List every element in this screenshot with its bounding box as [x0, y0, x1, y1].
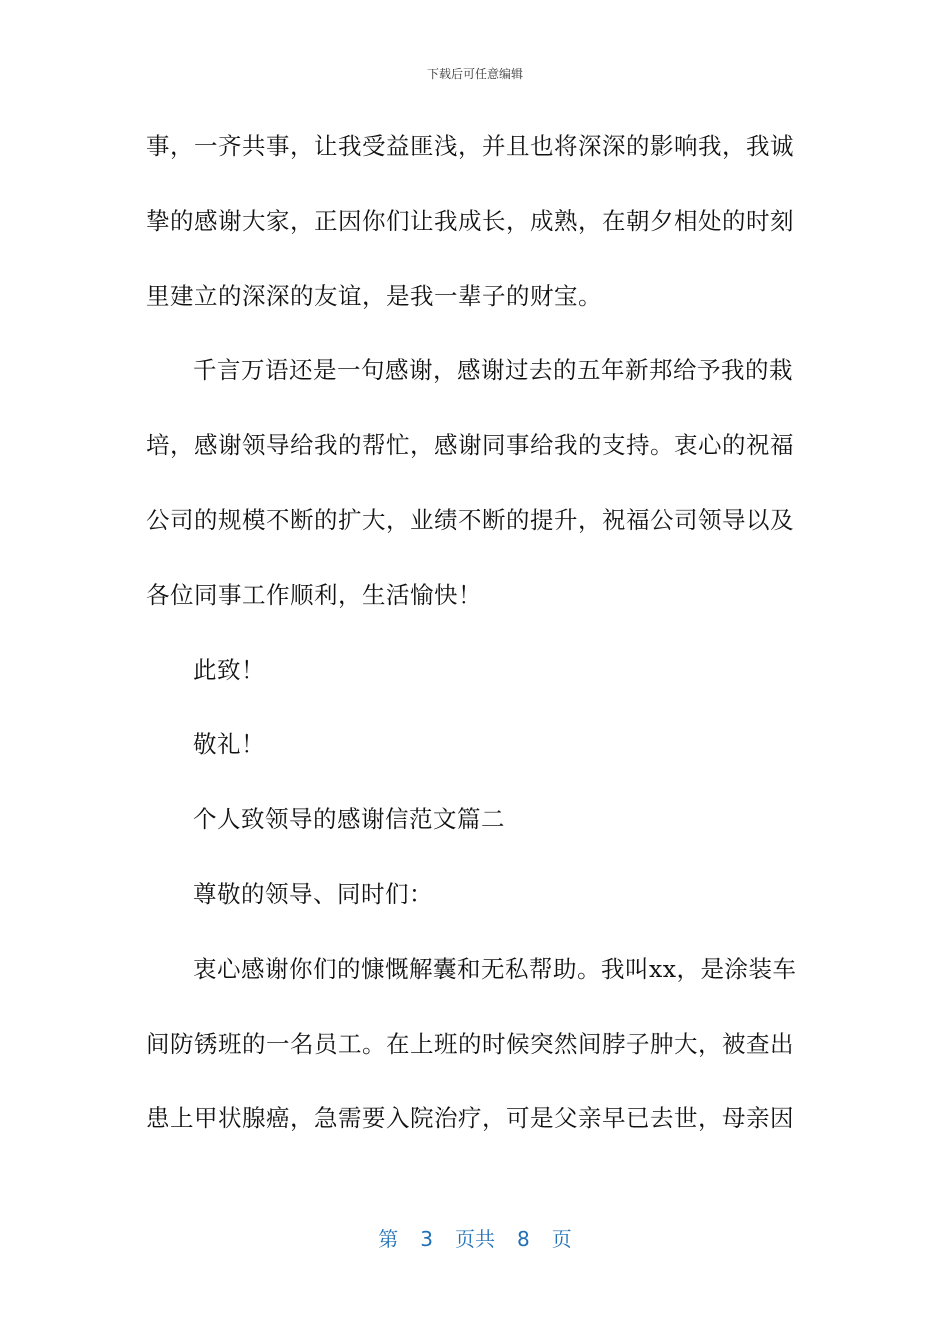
total-pages-number: 8 [517, 1227, 530, 1251]
closing-line: 此致！ [193, 655, 265, 684]
body-line: 培，感谢领导给我的帮忙，感谢同事给我的支持。衷心的祝福 [146, 431, 794, 460]
salutation-line: 尊敬的领导、同时们： [193, 879, 433, 908]
current-page-number: 3 [420, 1227, 433, 1251]
body-line: 各位同事工作顺利，生活愉快！ [146, 580, 482, 609]
body-line: 患上甲状腺癌，急需要入院治疗，可是父亲早已去世，母亲因 [146, 1104, 794, 1133]
footer-middle: 页共 [455, 1227, 495, 1251]
page-footer [0, 1226, 950, 1252]
footer-prefix: 第 [378, 1227, 399, 1251]
body-line: 里建立的深深的友谊，是我一辈子的财宝。 [146, 281, 602, 310]
footer-suffix: 页 [551, 1227, 572, 1251]
body-line: 公司的规模不断的扩大，业绩不断的提升，祝福公司领导以及 [146, 505, 794, 534]
body-line: 挚的感谢大家，正因你们让我成长，成熟，在朝夕相处的时刻 [146, 206, 794, 235]
closing-line: 敬礼！ [193, 730, 265, 759]
body-line: 事，一齐共事，让我受益匪浅，并且也将深深的影响我，我诚 [146, 132, 794, 160]
body-line: 千言万语还是一句感谢，感谢过去的五年新邦给予我的栽 [193, 356, 793, 385]
section-title: 个人致领导的感谢信范文篇二 [193, 805, 505, 834]
document-body [146, 120, 806, 1167]
body-line: 间防锈班的一名员工。在上班的时候突然间脖子肿大，被查出 [146, 1029, 794, 1058]
header-note: 下载后可任意编辑 [426, 67, 523, 81]
body-line: 衷心感谢你们的慷慨解囊和无私帮助。我叫xx，是涂装车 [193, 954, 797, 983]
